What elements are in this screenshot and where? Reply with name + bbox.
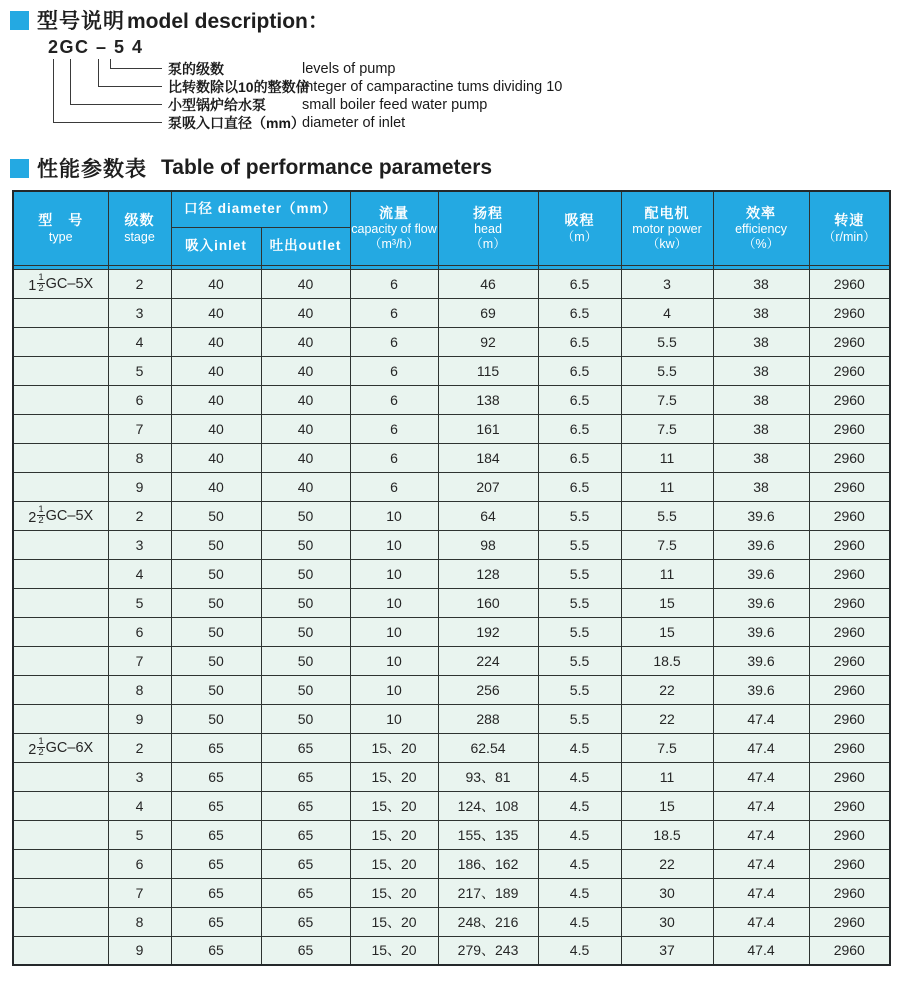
cell-suction: 4.5	[538, 733, 621, 762]
cell-outlet: 50	[261, 501, 350, 530]
section-marker-icon	[10, 159, 29, 178]
cell-type	[13, 849, 108, 878]
cell-head: 160	[438, 588, 538, 617]
cell-suction: 4.5	[538, 791, 621, 820]
cell-efficiency: 38	[713, 356, 809, 385]
heading-zh: 型号说明	[37, 10, 125, 33]
cell-outlet: 40	[261, 298, 350, 327]
cell-outlet: 65	[261, 936, 350, 965]
cell-suction: 6.5	[538, 327, 621, 356]
cell-inlet: 50	[171, 704, 261, 733]
cell-suction: 6.5	[538, 443, 621, 472]
cell-head: 184	[438, 443, 538, 472]
table-row	[13, 414, 890, 443]
cell-outlet: 50	[261, 704, 350, 733]
cell-head: 138	[438, 385, 538, 414]
cell-outlet: 50	[261, 530, 350, 559]
cell-inlet: 65	[171, 820, 261, 849]
cell-efficiency: 38	[713, 269, 809, 298]
cell-inlet: 40	[171, 385, 261, 414]
cell-stage: 2	[108, 269, 171, 298]
cell-speed: 2960	[809, 762, 890, 791]
cell-type	[13, 414, 108, 443]
cell-speed: 2960	[809, 820, 890, 849]
cell-power: 3	[621, 269, 713, 298]
header-inlet: 吸入inlet	[171, 227, 261, 265]
cell-power: 30	[621, 878, 713, 907]
cell-type: 1 $\frac{1}{2}$ GC–5X	[13, 269, 108, 298]
cell-type	[13, 791, 108, 820]
cell-head: 279、243	[438, 936, 538, 965]
cell-inlet: 65	[171, 849, 261, 878]
cell-inlet: 65	[171, 762, 261, 791]
callout-label-zh: 比转数除以10的整数倍	[168, 79, 310, 95]
cell-speed: 2960	[809, 849, 890, 878]
cell-inlet: 40	[171, 327, 261, 356]
cell-power: 22	[621, 704, 713, 733]
cell-inlet: 50	[171, 588, 261, 617]
cell-stage: 4	[108, 327, 171, 356]
cell-stage: 2	[108, 733, 171, 762]
cell-head: 224	[438, 646, 538, 675]
cell-power: 4	[621, 298, 713, 327]
cell-power: 7.5	[621, 414, 713, 443]
cell-inlet: 50	[171, 617, 261, 646]
cell-flow: 15、20	[350, 936, 438, 965]
table-row	[13, 472, 890, 501]
cell-head: 248、216	[438, 907, 538, 936]
cell-flow: 10	[350, 588, 438, 617]
cell-head: 256	[438, 675, 538, 704]
cell-inlet: 65	[171, 936, 261, 965]
cell-speed: 2960	[809, 385, 890, 414]
cell-power: 11	[621, 559, 713, 588]
cell-head: 217、189	[438, 878, 538, 907]
cell-flow: 6	[350, 269, 438, 298]
cell-inlet: 50	[171, 559, 261, 588]
table-row	[13, 646, 890, 675]
cell-inlet: 50	[171, 675, 261, 704]
table-row	[13, 617, 890, 646]
cell-efficiency: 47.4	[713, 907, 809, 936]
cell-flow: 6	[350, 327, 438, 356]
cell-speed: 2960	[809, 646, 890, 675]
cell-power: 11	[621, 762, 713, 791]
cell-head: 186、162	[438, 849, 538, 878]
cell-flow: 6	[350, 385, 438, 414]
cell-type	[13, 356, 108, 385]
cell-efficiency: 38	[713, 298, 809, 327]
cell-stage: 9	[108, 936, 171, 965]
cell-speed: 2960	[809, 588, 890, 617]
cell-type	[13, 588, 108, 617]
cell-type: 2 $\frac{1}{2}$ GC–5X	[13, 501, 108, 530]
cell-flow: 6	[350, 472, 438, 501]
cell-type	[13, 704, 108, 733]
cell-speed: 2960	[809, 530, 890, 559]
header-diameter: 口径 diameter（mm）	[171, 191, 350, 227]
cell-efficiency: 47.4	[713, 704, 809, 733]
cell-speed: 2960	[809, 443, 890, 472]
cell-stage: 8	[108, 907, 171, 936]
cell-stage: 5	[108, 356, 171, 385]
cell-inlet: 40	[171, 269, 261, 298]
cell-suction: 6.5	[538, 298, 621, 327]
cell-efficiency: 47.4	[713, 820, 809, 849]
cell-type	[13, 675, 108, 704]
table-header	[13, 191, 890, 269]
cell-power: 7.5	[621, 530, 713, 559]
cell-type	[13, 762, 108, 791]
cell-speed: 2960	[809, 907, 890, 936]
cell-outlet: 40	[261, 385, 350, 414]
callout-label-en: levels of pump	[302, 61, 396, 77]
cell-outlet: 50	[261, 559, 350, 588]
cell-outlet: 65	[261, 791, 350, 820]
cell-stage: 3	[108, 762, 171, 791]
cell-efficiency: 38	[713, 443, 809, 472]
cell-speed: 2960	[809, 414, 890, 443]
cell-stage: 7	[108, 414, 171, 443]
cell-efficiency: 38	[713, 472, 809, 501]
cell-type	[13, 327, 108, 356]
cell-flow: 15、20	[350, 762, 438, 791]
cell-outlet: 50	[261, 588, 350, 617]
cell-head: 62.54	[438, 733, 538, 762]
cell-stage: 3	[108, 298, 171, 327]
table-body	[13, 269, 890, 965]
cell-speed: 2960	[809, 733, 890, 762]
cell-type	[13, 936, 108, 965]
callout-label-en: diameter of inlet	[302, 115, 406, 131]
cell-flow: 6	[350, 356, 438, 385]
cell-stage: 2	[108, 501, 171, 530]
header-speed: 转速 （r/min）	[809, 191, 890, 265]
cell-efficiency: 47.4	[713, 849, 809, 878]
cell-head: 207	[438, 472, 538, 501]
cell-power: 15	[621, 588, 713, 617]
cell-speed: 2960	[809, 559, 890, 588]
callout-label-en: small boiler feed water pump	[302, 97, 488, 113]
cell-speed: 2960	[809, 791, 890, 820]
callout-label-zh: 泵吸入口直径（mm）	[168, 115, 305, 131]
cell-suction: 5.5	[538, 675, 621, 704]
cell-efficiency: 39.6	[713, 675, 809, 704]
cell-flow: 15、20	[350, 733, 438, 762]
cell-type	[13, 443, 108, 472]
cell-suction: 5.5	[538, 501, 621, 530]
cell-outlet: 65	[261, 849, 350, 878]
table-row	[13, 762, 890, 791]
cell-outlet: 40	[261, 443, 350, 472]
cell-stage: 9	[108, 704, 171, 733]
cell-suction: 6.5	[538, 269, 621, 298]
cell-flow: 15、20	[350, 878, 438, 907]
cell-suction: 4.5	[538, 907, 621, 936]
cell-type	[13, 820, 108, 849]
cell-power: 7.5	[621, 385, 713, 414]
callout-label-en: integer of camparactine tums dividing 10	[302, 79, 563, 95]
cell-flow: 15、20	[350, 849, 438, 878]
header-stage: 级数 stage	[108, 191, 171, 265]
cell-efficiency: 47.4	[713, 878, 809, 907]
cell-inlet: 40	[171, 414, 261, 443]
cell-speed: 2960	[809, 298, 890, 327]
table-row	[13, 298, 890, 327]
cell-flow: 6	[350, 414, 438, 443]
cell-type	[13, 617, 108, 646]
callout-label-zh: 泵的级数	[168, 61, 224, 77]
table-row	[13, 675, 890, 704]
table-row	[13, 501, 890, 530]
cell-suction: 5.5	[538, 704, 621, 733]
cell-inlet: 40	[171, 443, 261, 472]
cell-inlet: 50	[171, 646, 261, 675]
cell-speed: 2960	[809, 269, 890, 298]
cell-efficiency: 38	[713, 385, 809, 414]
cell-inlet: 65	[171, 907, 261, 936]
header-suction: 吸程 （m）	[538, 191, 621, 265]
cell-type	[13, 907, 108, 936]
performance-table-wrap	[12, 190, 900, 966]
cell-outlet: 40	[261, 414, 350, 443]
table-row	[13, 733, 890, 762]
cell-outlet: 65	[261, 733, 350, 762]
cell-head: 92	[438, 327, 538, 356]
callout-label-zh: 小型锅炉给水泵	[168, 97, 266, 113]
cell-type	[13, 878, 108, 907]
cell-stage: 7	[108, 646, 171, 675]
heading-zh: 性能参数表	[37, 158, 147, 181]
cell-power: 15	[621, 617, 713, 646]
table-row	[13, 559, 890, 588]
table-row	[13, 820, 890, 849]
cell-stage: 6	[108, 617, 171, 646]
section-marker-icon	[10, 11, 29, 30]
cell-inlet: 40	[171, 472, 261, 501]
performance-table	[12, 190, 891, 966]
header-flow: 流量 capacity of flow （m³/h）	[350, 191, 438, 265]
cell-power: 5.5	[621, 327, 713, 356]
header-outlet: 吐出outlet	[261, 227, 350, 265]
cell-stage: 6	[108, 849, 171, 878]
cell-efficiency: 39.6	[713, 588, 809, 617]
cell-stage: 7	[108, 878, 171, 907]
heading-en: model description：	[127, 10, 329, 33]
cell-flow: 10	[350, 501, 438, 530]
cell-type	[13, 298, 108, 327]
cell-outlet: 40	[261, 327, 350, 356]
cell-efficiency: 39.6	[713, 530, 809, 559]
cell-head: 161	[438, 414, 538, 443]
cell-outlet: 65	[261, 907, 350, 936]
cell-outlet: 40	[261, 472, 350, 501]
cell-head: 69	[438, 298, 538, 327]
cell-stage: 3	[108, 530, 171, 559]
cell-suction: 5.5	[538, 588, 621, 617]
table-row	[13, 530, 890, 559]
cell-suction: 6.5	[538, 356, 621, 385]
cell-speed: 2960	[809, 327, 890, 356]
cell-type: 2 $\frac{1}{2}$ GC–6X	[13, 733, 108, 762]
cell-outlet: 65	[261, 878, 350, 907]
cell-outlet: 40	[261, 269, 350, 298]
cell-flow: 10	[350, 704, 438, 733]
cell-power: 37	[621, 936, 713, 965]
header-efficiency: 效率 efficiency （%）	[713, 191, 809, 265]
cell-inlet: 65	[171, 878, 261, 907]
cell-flow: 6	[350, 298, 438, 327]
cell-speed: 2960	[809, 878, 890, 907]
cell-power: 5.5	[621, 501, 713, 530]
cell-speed: 2960	[809, 617, 890, 646]
model-code: 2GC – 5 4	[48, 37, 144, 57]
cell-speed: 2960	[809, 472, 890, 501]
cell-stage: 4	[108, 791, 171, 820]
cell-flow: 6	[350, 443, 438, 472]
cell-head: 155、135	[438, 820, 538, 849]
cell-head: 64	[438, 501, 538, 530]
cell-flow: 10	[350, 617, 438, 646]
table-row	[13, 588, 890, 617]
cell-suction: 5.5	[538, 530, 621, 559]
model-code-diagram	[0, 37, 900, 141]
cell-flow: 10	[350, 559, 438, 588]
table-row	[13, 269, 890, 298]
cell-suction: 6.5	[538, 414, 621, 443]
cell-outlet: 50	[261, 675, 350, 704]
cell-power: 18.5	[621, 646, 713, 675]
cell-flow: 10	[350, 675, 438, 704]
cell-efficiency: 47.4	[713, 762, 809, 791]
cell-stage: 8	[108, 675, 171, 704]
cell-outlet: 50	[261, 646, 350, 675]
cell-power: 30	[621, 907, 713, 936]
performance-table-heading	[10, 155, 900, 181]
cell-efficiency: 39.6	[713, 559, 809, 588]
table-row	[13, 443, 890, 472]
cell-inlet: 65	[171, 733, 261, 762]
cell-outlet: 65	[261, 820, 350, 849]
cell-head: 128	[438, 559, 538, 588]
heading-en: Table of performance parameters	[161, 156, 493, 179]
cell-inlet: 40	[171, 298, 261, 327]
table-row	[13, 791, 890, 820]
cell-power: 22	[621, 675, 713, 704]
cell-head: 192	[438, 617, 538, 646]
cell-flow: 15、20	[350, 820, 438, 849]
cell-stage: 8	[108, 443, 171, 472]
cell-speed: 2960	[809, 675, 890, 704]
cell-head: 288	[438, 704, 538, 733]
cell-flow: 15、20	[350, 907, 438, 936]
cell-outlet: 40	[261, 356, 350, 385]
table-row	[13, 878, 890, 907]
cell-type	[13, 559, 108, 588]
cell-suction: 5.5	[538, 559, 621, 588]
cell-efficiency: 39.6	[713, 617, 809, 646]
cell-inlet: 65	[171, 791, 261, 820]
cell-type	[13, 385, 108, 414]
table-row	[13, 907, 890, 936]
cell-inlet: 50	[171, 530, 261, 559]
cell-head: 115	[438, 356, 538, 385]
cell-suction: 4.5	[538, 762, 621, 791]
cell-type	[13, 530, 108, 559]
cell-suction: 6.5	[538, 385, 621, 414]
cell-stage: 4	[108, 559, 171, 588]
cell-flow: 10	[350, 646, 438, 675]
cell-type	[13, 646, 108, 675]
cell-power: 7.5	[621, 733, 713, 762]
cell-outlet: 65	[261, 762, 350, 791]
table-row	[13, 936, 890, 965]
cell-type	[13, 472, 108, 501]
cell-power: 18.5	[621, 820, 713, 849]
cell-flow: 10	[350, 530, 438, 559]
table-row	[13, 385, 890, 414]
cell-efficiency: 47.4	[713, 791, 809, 820]
cell-efficiency: 39.6	[713, 501, 809, 530]
cell-head: 98	[438, 530, 538, 559]
cell-power: 15	[621, 791, 713, 820]
cell-suction: 4.5	[538, 820, 621, 849]
cell-power: 11	[621, 472, 713, 501]
header-motor-power: 配电机 motor power （kw）	[621, 191, 713, 265]
cell-head: 124、108	[438, 791, 538, 820]
cell-head: 93、81	[438, 762, 538, 791]
cell-suction: 5.5	[538, 646, 621, 675]
cell-head: 46	[438, 269, 538, 298]
table-row	[13, 849, 890, 878]
cell-suction: 4.5	[538, 878, 621, 907]
cell-stage: 9	[108, 472, 171, 501]
table-row	[13, 356, 890, 385]
cell-stage: 6	[108, 385, 171, 414]
cell-efficiency: 39.6	[713, 646, 809, 675]
cell-power: 11	[621, 443, 713, 472]
cell-suction: 6.5	[538, 472, 621, 501]
cell-speed: 2960	[809, 936, 890, 965]
cell-flow: 15、20	[350, 791, 438, 820]
cell-suction: 4.5	[538, 936, 621, 965]
cell-inlet: 50	[171, 501, 261, 530]
table-row	[13, 704, 890, 733]
cell-suction: 4.5	[538, 849, 621, 878]
header-head: 扬程 head （m）	[438, 191, 538, 265]
table-row	[13, 327, 890, 356]
cell-efficiency: 47.4	[713, 936, 809, 965]
header-type: 型 号 type	[13, 191, 108, 265]
cell-efficiency: 38	[713, 414, 809, 443]
cell-stage: 5	[108, 820, 171, 849]
model-description-heading	[10, 7, 900, 33]
cell-speed: 2960	[809, 704, 890, 733]
cell-suction: 5.5	[538, 617, 621, 646]
cell-speed: 2960	[809, 501, 890, 530]
cell-power: 22	[621, 849, 713, 878]
cell-efficiency: 47.4	[713, 733, 809, 762]
cell-power: 5.5	[621, 356, 713, 385]
cell-efficiency: 38	[713, 327, 809, 356]
cell-speed: 2960	[809, 356, 890, 385]
cell-stage: 5	[108, 588, 171, 617]
cell-outlet: 50	[261, 617, 350, 646]
cell-inlet: 40	[171, 356, 261, 385]
callout-line-inlet-diameter	[53, 59, 162, 123]
